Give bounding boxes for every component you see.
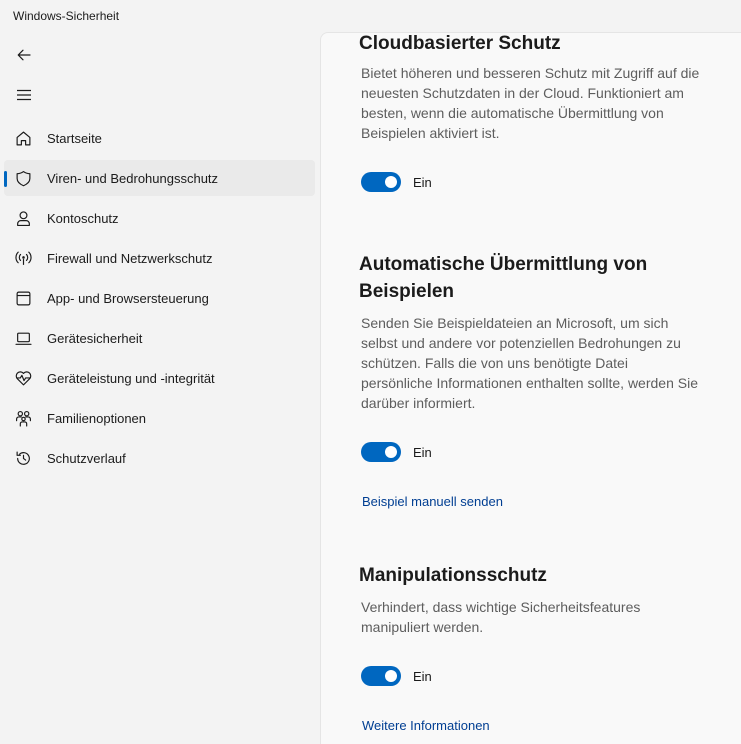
sidebar-item-kontoschutz[interactable]: [4, 200, 315, 236]
laptop-icon: [14, 329, 32, 347]
sidebar-item-app-browser[interactable]: [4, 280, 315, 316]
toggle-state-label: Ein: [413, 174, 432, 190]
sidebar-item-label: Viren- und Bedrohungsschutz: [47, 170, 219, 186]
cloud-protection-toggle[interactable]: [361, 172, 401, 192]
sidebar-item-label: Geräteleistung und -integrität: [47, 370, 215, 386]
home-icon: [14, 129, 32, 147]
sidebar-item-firewall[interactable]: [4, 240, 315, 276]
toggle-knob: [385, 176, 397, 188]
section-title-sample: Automatische Übermittlung von Beispielen: [359, 254, 648, 302]
sidebar-item-schutzverlauf[interactable]: [4, 440, 315, 476]
submit-sample-manually-link[interactable]: Beispiel manuell senden: [362, 494, 503, 509]
sidebar-item-geraetesicherheit[interactable]: [4, 320, 315, 356]
sidebar-item-label: Familienoptionen: [47, 410, 147, 426]
sidebar-item-label: Gerätesicherheit: [47, 330, 143, 346]
sidebar-item-label: App- und Browsersteuerung: [47, 290, 209, 306]
sidebar-item-startseite[interactable]: [4, 120, 315, 156]
section-title-tamper: Manipulationsschutz: [359, 565, 547, 586]
sidebar-item-label: Schutzverlauf: [47, 450, 126, 466]
menu-button[interactable]: [8, 79, 40, 111]
toggle-knob: [385, 446, 397, 458]
history-icon: [14, 449, 32, 467]
nav-list: [0, 116, 320, 476]
tamper-protection-toggle[interactable]: [361, 666, 401, 686]
toggle-state-label: Ein: [413, 444, 432, 460]
shield-icon: [14, 169, 32, 187]
back-arrow-icon: [16, 47, 32, 63]
tamper-toggle-row: [361, 666, 432, 686]
more-information-link[interactable]: Weitere Informationen: [362, 718, 490, 733]
sample-toggle-row: [361, 442, 432, 462]
sidebar-item-viren[interactable]: [4, 160, 315, 196]
toggle-state-label: Ein: [413, 668, 432, 684]
sidebar-item-geraeteleistung[interactable]: [4, 360, 315, 396]
heart-pulse-icon: [14, 369, 32, 387]
section-description-tamper: Verhindert, dass wichtige Sicherheitsfeatures manipuliert werden.: [361, 599, 641, 635]
antenna-icon: [14, 249, 32, 267]
section-description-sample: Senden Sie Beispieldateien an Microsoft, um sich selbst und andere vor potenziellen Bedrohungen zu schützen. Falls die von uns benötigte Datei persönliche Informationen enthalten sollte, werden Sie darüber informiert.: [361, 315, 698, 411]
sidebar-item-label: Startseite: [47, 130, 102, 146]
sidebar-item-label: Kontoschutz: [47, 210, 119, 226]
section-title-cloud: Cloudbasierter Schutz: [359, 33, 561, 54]
window-title: Windows-Sicherheit: [13, 9, 120, 23]
sidebar-item-familienoptionen[interactable]: [4, 400, 315, 436]
sample-submission-toggle[interactable]: [361, 442, 401, 462]
cloud-toggle-row: [361, 172, 432, 192]
sidebar-item-label: Firewall und Netzwerkschutz: [47, 250, 213, 266]
title-bar: [0, 0, 741, 32]
toggle-knob: [385, 670, 397, 682]
person-icon: [14, 209, 32, 227]
sidebar: [0, 32, 320, 744]
family-icon: [14, 409, 32, 427]
section-description-cloud: Bietet höheren und besseren Schutz mit Zugriff auf die neuesten Schutzdaten in der Cloud. Funktioniert am besten, wenn die automatische Übermittlung von Beispielen aktiviert ist.: [361, 65, 700, 141]
back-button[interactable]: [8, 39, 40, 71]
browser-window-icon: [14, 289, 32, 307]
main-content: [320, 32, 741, 744]
hamburger-menu-icon: [16, 87, 32, 103]
